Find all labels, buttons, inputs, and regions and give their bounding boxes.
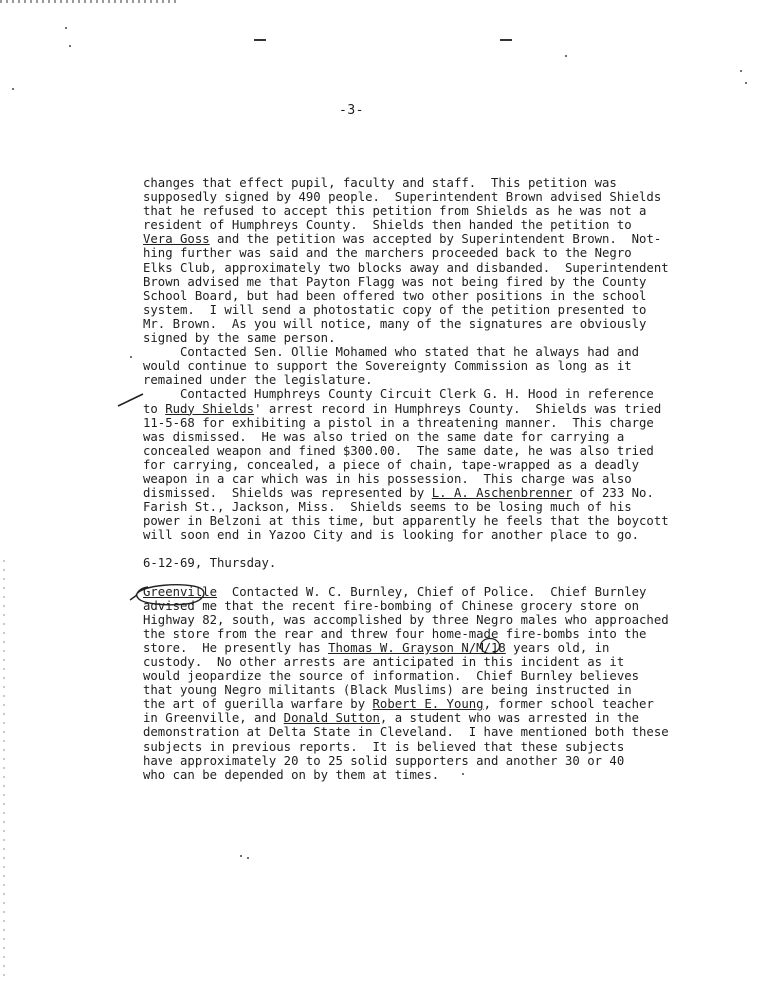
scan-speck bbox=[745, 82, 747, 84]
text-line: Brown advised me that Payton Flagg was not being fired by the County bbox=[143, 274, 647, 289]
line-segment: years old, in bbox=[505, 640, 610, 655]
text-line bbox=[143, 585, 663, 599]
scan-mark bbox=[500, 39, 512, 41]
text-line: power in Belzoni at this time, but apparently he feels that the boycott bbox=[143, 514, 669, 529]
line-segment: of 233 No. bbox=[572, 486, 654, 501]
line-segment: to bbox=[143, 401, 166, 416]
text-line: would jeopardize the source of information. Chief Burnley believes bbox=[143, 669, 640, 684]
report-body bbox=[143, 176, 669, 782]
text-line bbox=[143, 232, 663, 246]
text-line: that young Negro militants (Black Muslims) are being instructed in bbox=[143, 683, 632, 698]
text-line: concealed weapon and fined $300.00. The same date, he was also tried bbox=[143, 443, 654, 458]
text-line: system. I will send a photostatic copy of the petition presented to bbox=[143, 302, 647, 317]
scan-speck bbox=[65, 27, 67, 29]
line-segment: Contacted W. C. Burnley, Chief of Police. Chief Burnley bbox=[217, 584, 647, 599]
line-segment: dismissed. Shields was represented by bbox=[143, 486, 432, 501]
scan-speck bbox=[130, 356, 132, 358]
paragraph-petition bbox=[143, 176, 669, 346]
text-line: have approximately 20 to 25 solid supporters and another 30 or 40 bbox=[143, 753, 625, 768]
text-line: resident of Humphreys County. Shields then handed the petition to bbox=[143, 218, 632, 233]
text-line: custody. No other arrests are anticipated in this incident as it bbox=[143, 655, 625, 669]
scan-speck bbox=[69, 45, 71, 47]
underlined-name: Vera Goss bbox=[143, 232, 210, 247]
paragraph-sen-mohamed bbox=[143, 345, 663, 387]
text-line: demonstration at Delta State in Cleveland. I have mentioned both these bbox=[143, 725, 669, 740]
text-line bbox=[143, 711, 663, 725]
handwritten-check-mark-icon bbox=[117, 392, 145, 408]
underlined-name: Robert E. Young bbox=[372, 697, 484, 712]
line-segment: the art of guerilla warfare by bbox=[143, 697, 373, 712]
text-line: for carrying, concealed, a piece of chain, tape-wrapped as a deadly bbox=[143, 457, 640, 472]
text-line: advised me that the recent fire-bombing of Chinese grocery store on bbox=[143, 598, 640, 613]
text-line: subjects in previous reports. It is believed that these subjects bbox=[143, 739, 625, 754]
scan-mark bbox=[254, 39, 266, 41]
text-line: was dismissed. He was also tried on the same date for carrying a bbox=[143, 429, 625, 444]
line-segment: and the petition was accepted by Superintendent Brown. Not- bbox=[209, 232, 662, 247]
text-line: hing further was said and the marchers proceeded back to the Negro bbox=[143, 246, 632, 261]
page-number: -3- bbox=[339, 103, 364, 118]
text-line: signed by the same person. bbox=[143, 331, 336, 346]
text-line: Farish St., Jackson, Miss. Shields seems to be losing much of his bbox=[143, 500, 632, 515]
text-line: would continue to support the Sovereignty Commission as long as it bbox=[143, 359, 632, 374]
scan-edge-dots-top bbox=[0, 0, 180, 3]
text-line: changes that effect pupil, faculty and staff. This petition was bbox=[143, 176, 617, 190]
scan-speck bbox=[247, 857, 249, 859]
line-segment: , former school teacher bbox=[483, 697, 654, 712]
text-line: supposedly signed by 490 people. Superintendent Brown advised Shields bbox=[143, 190, 662, 205]
entry-date: 6-12-69, Thursday. bbox=[143, 556, 277, 571]
scan-speck bbox=[565, 55, 567, 57]
paragraph-greenville bbox=[143, 584, 669, 782]
underlined-name: Greenville bbox=[143, 584, 218, 599]
text-line: weapon in a car which was in his possession. This charge was also bbox=[143, 471, 632, 486]
scan-speck bbox=[240, 855, 242, 857]
text-line: Contacted Sen. Ollie Mohamed who stated that he always had and bbox=[143, 345, 640, 360]
text-line: Highway 82, south, was accomplished by three Negro males who approached bbox=[143, 612, 669, 627]
text-line: Contacted Humphreys County Circuit Clerk G. H. Hood in reference bbox=[143, 387, 654, 402]
text-line: Mr. Brown. As you will notice, many of the signatures are obviously bbox=[143, 316, 647, 331]
text-line bbox=[143, 641, 663, 655]
text-line: the store from the rear and threw four home-made fire-bombs into the bbox=[143, 626, 647, 641]
line-segment: store. He presently has bbox=[143, 640, 329, 655]
text-line: Elks Club, approximately two blocks away and disbanded. Superintendent bbox=[143, 260, 669, 275]
text-line: will soon end in Yazoo City and is looking for another place to go. bbox=[143, 528, 640, 543]
text-line: that he refused to accept this petition from Shields as he was not a bbox=[143, 204, 647, 219]
text-line: School Board, but had been offered two other positions in the school bbox=[143, 288, 647, 303]
underlined-name: Thomas W. Grayson N/M/18 bbox=[328, 640, 506, 655]
line-segment: ' arrest record in Humphreys County. Shields was tried bbox=[254, 401, 662, 416]
underlined-name: L. A. Aschenbrenner bbox=[431, 486, 573, 501]
text-line: who can be depended on by them at times. bbox=[143, 767, 440, 782]
text-line bbox=[143, 697, 663, 711]
text-line: remained under the legislature. bbox=[143, 373, 373, 388]
line-segment: in Greenville, and bbox=[143, 711, 284, 726]
paragraph-rudy-shields-record bbox=[143, 387, 669, 543]
text-line bbox=[143, 402, 663, 416]
scan-speck bbox=[12, 88, 14, 90]
underlined-name: Rudy Shields bbox=[165, 401, 255, 416]
text-line: 11-5-68 for exhibiting a pistol in a threatening manner. This charge bbox=[143, 415, 654, 430]
text-line bbox=[143, 486, 663, 500]
scan-edge-dots-left bbox=[3, 560, 5, 980]
scan-speck bbox=[740, 70, 742, 72]
underlined-name: Donald Sutton bbox=[283, 711, 380, 726]
line-segment: , a student who was arrested in the bbox=[379, 711, 640, 726]
